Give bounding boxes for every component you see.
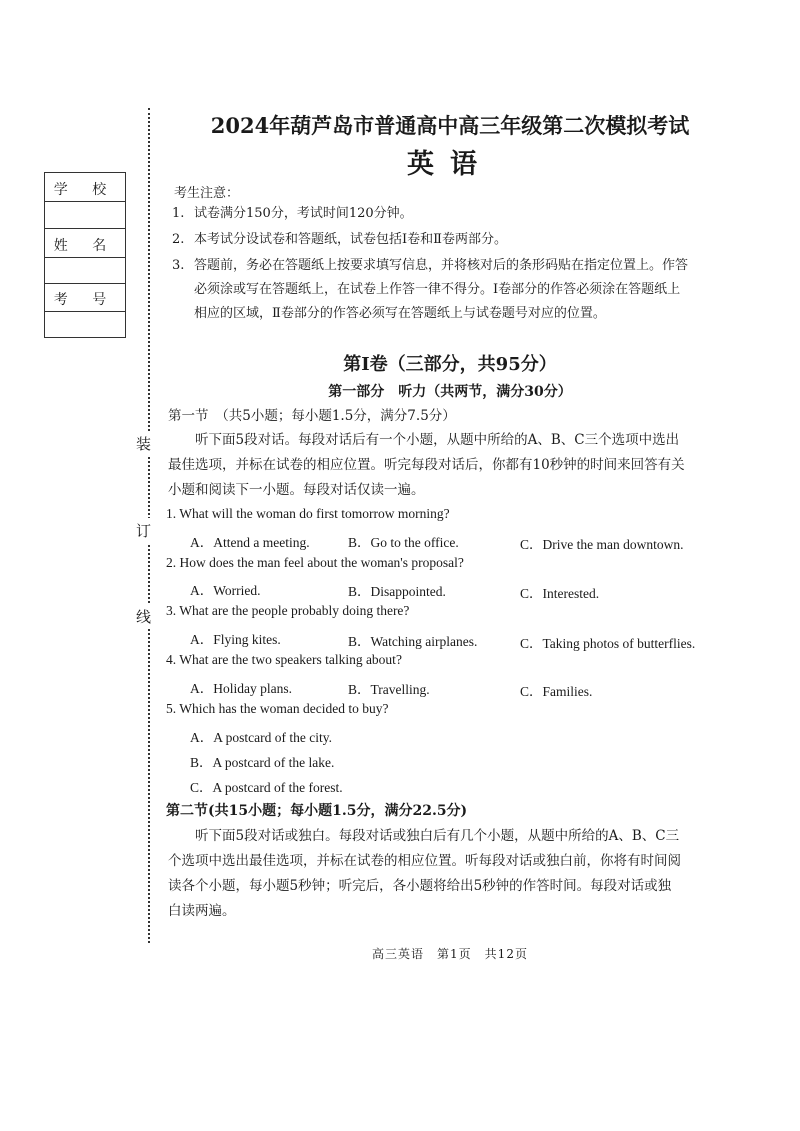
subject-title: 英语 [407, 149, 493, 180]
school-field-line [45, 228, 125, 229]
question-number: 1. [166, 506, 177, 521]
question-number: 3. [166, 603, 177, 618]
question-5 [166, 701, 388, 717]
option-c: C．Drive the man downtown. [520, 537, 684, 552]
intro-line: 最佳选项，并标在试卷的相应位置。听完每段对话后，你都有10秒钟的时间来回答有关 [168, 457, 685, 473]
question-2 [166, 555, 464, 571]
option-a: A．Attend a meeting. [190, 535, 310, 550]
option-a: A．Flying kites. [190, 632, 281, 647]
volume-heading: 第Ⅰ卷（三部分，共95分） [343, 354, 557, 375]
question-number: 5. [166, 701, 177, 716]
option-a: A．Worried. [190, 583, 261, 598]
question-3 [166, 603, 409, 619]
exam-no-line [45, 311, 125, 312]
section1-heading: 第一节 （共5小题；每小题1.5分，满分7.5分） [168, 408, 456, 424]
school-label: 学 校 [53, 182, 117, 198]
name-field-line [45, 283, 125, 284]
option-b: B．Travelling. [348, 682, 430, 697]
school-line [45, 201, 125, 202]
intro-line: 个选项中选出最佳选项，并标在试卷的相应位置。听每段对话或独白前，你将有时间阅 [168, 853, 681, 869]
section2-heading: 第二节(共15小题；每小题1.5分，满分22.5分) [166, 803, 468, 819]
option-c: C．Families. [520, 684, 593, 699]
binding-mark-xian: 线 [136, 604, 151, 629]
intro-line: 听下面5段对话或独白。每段对话或独白后有几个小题，从题中所给的A、B、C三 [195, 828, 680, 844]
notice-text: 答题前，务必在答题纸上按要求填写信息，并将核对后的条形码贴在指定位置上。作答 [194, 258, 689, 273]
question-text: How does the man feel about the woman's proposal? [179, 555, 464, 570]
student-info-box [44, 172, 126, 338]
question-text: What are the people probably doing there? [179, 603, 410, 618]
intro-line: 听下面5段对话。每段对话后有一个小题，从题中所给的A、B、C三个选项中选出 [195, 432, 680, 448]
option-c: C．A postcard of the forest. [190, 780, 343, 795]
option-b: B．A postcard of the lake. [190, 755, 335, 770]
notice-text: 相应的区域，Ⅱ卷部分的作答必须写在答题纸上与试卷题号对应的位置。 [194, 306, 606, 321]
intro-line: 读各个小题，每小题5秒钟；听完后，各小题将给出5秒钟的作答时间。每段对话或独 [168, 878, 672, 894]
question-text: What will the woman do first tomorrow morning? [179, 506, 450, 521]
binding-mark-zhuang: 装 [136, 431, 151, 456]
question-text: What are the two speakers talking about? [179, 652, 402, 667]
option-c: C．Interested. [520, 586, 600, 601]
section1-intro [168, 428, 713, 503]
name-line [45, 257, 125, 258]
binding-mark-ding: 订 [136, 518, 151, 543]
notice-text: 必须涂或写在答题纸上，在试卷上作答一律不得分。Ⅰ卷部分的作答必须涂在答题纸上 [194, 282, 681, 297]
intro-line: 小题和阅读下一小题。每段对话仅读一遍。 [168, 482, 425, 498]
part-heading: 第一部分 听力（共两节，满分30分） [328, 384, 572, 400]
exam-no-label: 考 号 [53, 292, 117, 308]
notice-item-2 [172, 228, 732, 252]
option-a: A．A postcard of the city. [190, 730, 332, 745]
notice-heading: 考生注意： [174, 186, 240, 201]
page-footer: 高三英语 第1页 共12页 [372, 947, 528, 961]
name-label: 姓 名 [53, 238, 117, 254]
question-4 [166, 652, 402, 668]
question-number: 4. [166, 652, 177, 667]
option-b: B．Watching airplanes. [348, 634, 478, 649]
option-b: B．Disappointed. [348, 584, 446, 599]
notice-item-1 [172, 202, 732, 226]
option-a: A．Holiday plans. [190, 681, 292, 696]
option-c: C．Taking photos of butterflies. [520, 636, 696, 651]
notice-text: 本考试分设试卷和答题纸，试卷包括Ⅰ卷和Ⅱ卷两部分。 [194, 232, 507, 247]
question-text: Which has the woman decided to buy? [179, 701, 389, 716]
section2-intro [168, 824, 713, 924]
notice-num: 1. [172, 206, 185, 221]
question-number: 2. [166, 555, 177, 570]
notice-text: 试卷满分150分，考试时间120分钟。 [194, 206, 413, 221]
question-1 [166, 506, 450, 522]
intro-line: 白读两遍。 [168, 903, 236, 919]
option-b: B．Go to the office. [348, 535, 459, 550]
notice-num: 2. [172, 232, 185, 247]
notice-item-3 [172, 254, 732, 326]
notice-num: 3. [172, 258, 185, 273]
exam-title: 2024年葫芦岛市普通高中高三年级第二次模拟考试 [210, 113, 690, 138]
